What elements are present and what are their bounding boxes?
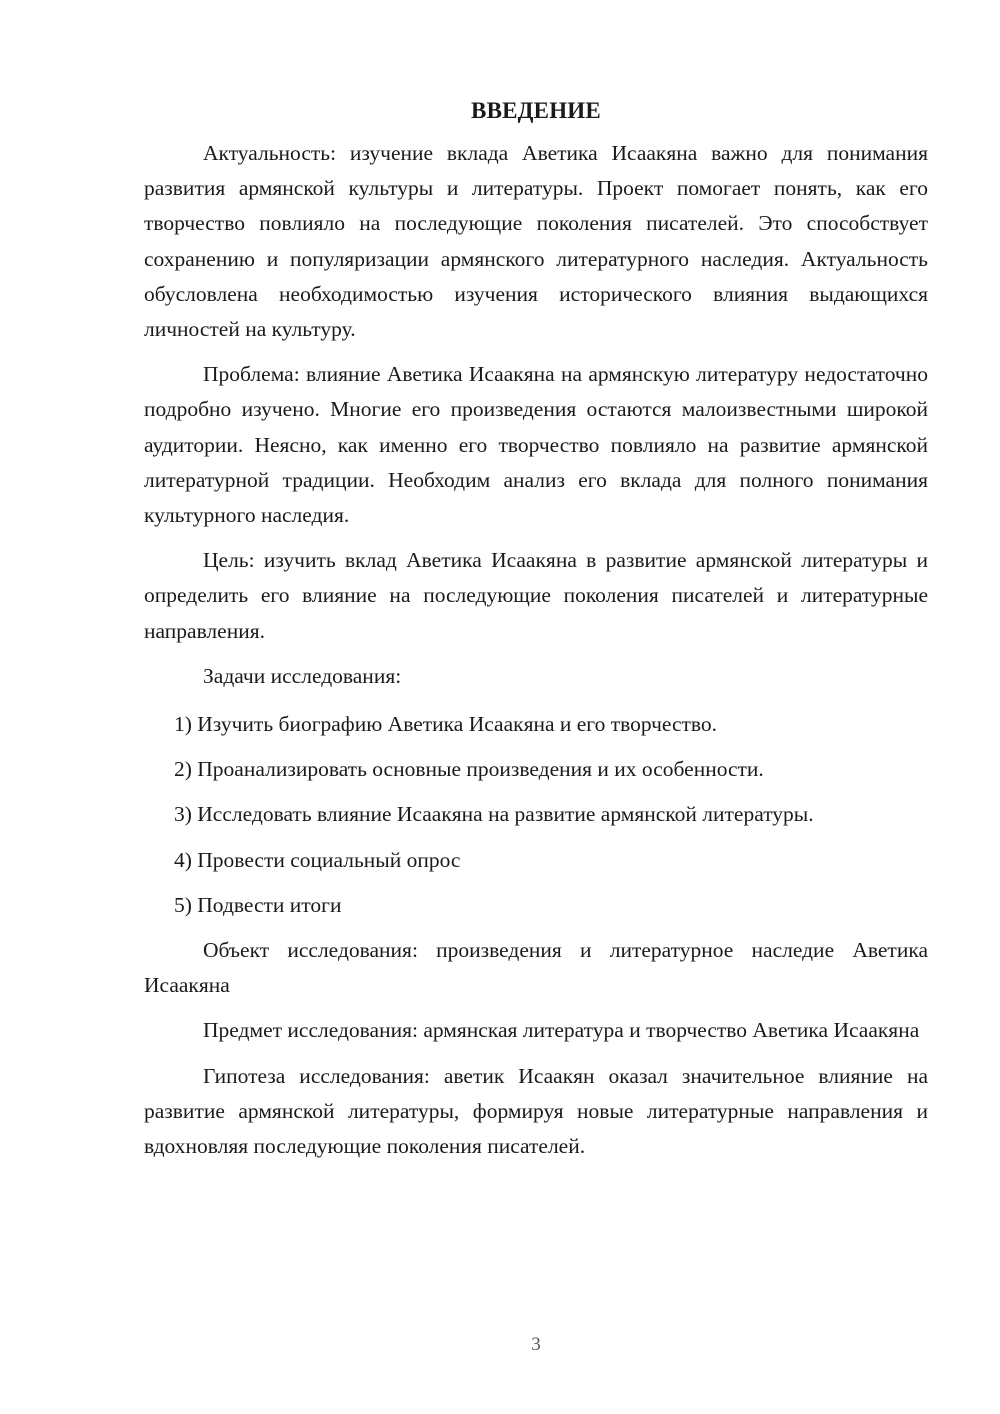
task-item: 4) Провести социальный опрос — [174, 847, 461, 872]
page-number: 3 — [531, 1334, 541, 1355]
hypothesis-paragraph: Гипотеза исследования: аветик Исаакян оказал значительное влияние на развитие армянской литературы, формируя новые литературные направления и вдохновляя последующие поколения писателей. — [144, 1063, 928, 1159]
task-item: 5) Подвести итоги — [174, 892, 342, 917]
goal-paragraph: Цель: изучить вклад Аветика Исаакяна в развитие армянской литературы и определить его влияние на последующие поколения писателей и литературные направления. — [144, 548, 928, 643]
tasks-heading: Задачи исследования: — [203, 663, 402, 688]
subject-paragraph: Предмет исследования: армянская литература и творчество Аветика Исаакяна — [203, 1018, 920, 1043]
task-item: 2) Проанализировать основные произведения и их особенности. — [174, 757, 764, 782]
object-paragraph: Объект исследования: произведения и литературное наследие Аветика Исаакяна — [144, 938, 928, 998]
section-title: ВВЕДЕНИЕ — [471, 98, 601, 123]
task-item: 1) Изучить биографию Аветика Исаакяна и его творчество. — [174, 712, 718, 737]
relevance-paragraph: Актуальность: изучение вклада Аветика Исаакяна важно для понимания развития армянской культуры и литературы. Проект помогает понять, как его творчество повлияло на последующие поколения писателей. Это способствует сохранению и популяризации армянского литературного наследия. Актуальность обусловлена необходимостью изучения исторического влияния выдающихся личностей на культуру. — [144, 141, 928, 342]
task-item: 3) Исследовать влияние Исаакяна на развитие армянской литературы. — [174, 802, 814, 827]
document-page — [144, 96, 928, 1174]
problem-paragraph: Проблема: влияние Аветика Исаакяна на армянскую литературу недостаточно подробно изучено. Многие его произведения остаются малоизвестными широкой аудитории. Неясно, как именно его творчество повлияло на развитие армянской литературной традиции. Необходим анализ его вклада для полного понимания культурного наследия. — [144, 362, 928, 528]
